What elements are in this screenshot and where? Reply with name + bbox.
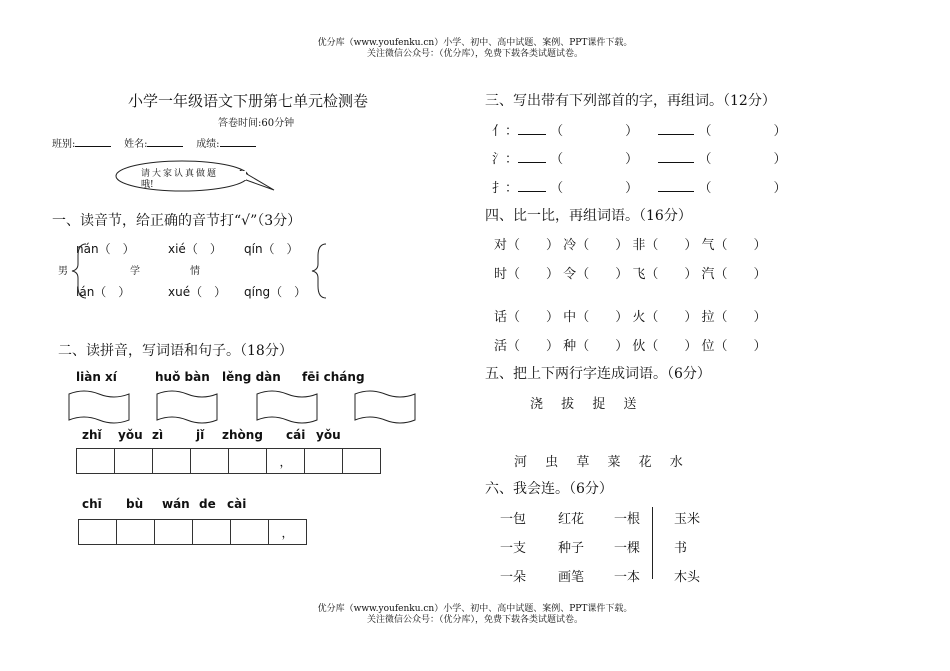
s3-blank[interactable]: [658, 191, 694, 192]
paren-open: （: [550, 124, 564, 139]
section-2-title: 二、读拼音，写词语和句子。（18分）: [58, 343, 293, 359]
s4-char: 非: [632, 238, 646, 253]
s4-paren[interactable]: （ ）: [507, 267, 560, 282]
s2-r3-pinyin-5: cài: [227, 497, 247, 511]
s3-radical-2: 氵：: [492, 152, 519, 167]
grid-cell-comma[interactable]: ，: [269, 520, 307, 545]
s4-paren[interactable]: （ ）: [507, 310, 560, 325]
s5-top-char[interactable]: 送: [623, 397, 637, 412]
s6-c2-r1[interactable]: 红花: [558, 512, 585, 527]
s1-g2-bottom[interactable]: xué（ ）: [168, 285, 227, 299]
s2-r1-pinyin-2: huǒ bàn: [155, 370, 210, 384]
paren-open: （: [698, 124, 712, 139]
class-label: 班别:: [52, 139, 76, 150]
s2-r2-pinyin-4: jǐ: [196, 428, 205, 442]
s4-paren[interactable]: （ ）: [714, 238, 767, 253]
s3-blank[interactable]: [518, 134, 546, 135]
s2-r2-pinyin-7: yǒu: [316, 428, 341, 442]
s3-blank[interactable]: [658, 134, 694, 135]
s4-char: 飞: [632, 267, 646, 282]
paren-close: ）: [773, 181, 787, 196]
s1-braces: [70, 242, 340, 300]
s5-bottom-char[interactable]: 菜: [607, 455, 621, 470]
paren-close: ）: [625, 152, 639, 167]
score-label: 成绩:: [196, 139, 220, 150]
s4-char: 伙: [632, 339, 646, 354]
grid-cell[interactable]: [231, 520, 269, 545]
class-field: [52, 135, 256, 150]
grid-cell[interactable]: [191, 449, 229, 474]
s4-row-4: [494, 335, 767, 354]
footer-line-1: 优分库（www.youfenku.cn）小学、初中、高中试题、案例、PPT课件下载。: [317, 604, 633, 614]
s6-divider: [652, 507, 653, 579]
s5-top-char[interactable]: 浇: [530, 397, 544, 412]
s5-top-char[interactable]: 拔: [561, 397, 575, 412]
s4-char: 位: [701, 339, 715, 354]
s4-row-2: [494, 263, 767, 282]
s2-r1-pinyin-3: lěng dàn: [222, 370, 281, 384]
s3-radical-3: 扌：: [492, 181, 519, 196]
s4-char: 话: [494, 310, 508, 325]
s6-c3-r3[interactable]: 一本: [614, 570, 641, 585]
header-line-2: 关注微信公众号：（优分库），免费下载各类试题试卷。: [366, 49, 583, 59]
s5-top-row: [530, 393, 636, 412]
paren-open: （: [550, 181, 564, 196]
s1-g3-top[interactable]: qín（ ）: [244, 242, 299, 256]
s4-char: 种: [563, 339, 577, 354]
grid-cell[interactable]: [117, 520, 155, 545]
grid-cell[interactable]: [79, 520, 117, 545]
paren-open: （: [698, 152, 712, 167]
s4-paren[interactable]: （ ）: [576, 339, 629, 354]
s5-bottom-char[interactable]: 虫: [545, 455, 559, 470]
grid-cell[interactable]: [155, 520, 193, 545]
s2-r3-pinyin-2: bù: [126, 497, 144, 511]
grid-cell[interactable]: [229, 449, 267, 474]
s2-writing-grid-1: [76, 448, 381, 474]
section-5-title: 五、把上下两行字连成词语。（6分）: [485, 366, 711, 382]
s4-paren[interactable]: （ ）: [714, 267, 767, 282]
paren-close: ）: [773, 152, 787, 167]
s3-blank[interactable]: [518, 191, 546, 192]
exam-time: 答卷时间:60分钟: [218, 118, 295, 129]
s4-paren[interactable]: （ ）: [576, 238, 629, 253]
s1-g2-top[interactable]: xié（ ）: [168, 242, 222, 256]
s2-r1-pinyin-4: fēi cháng: [302, 370, 365, 384]
paren-open: （: [550, 152, 564, 167]
s1-g1-char: 男: [58, 266, 68, 277]
s2-r3-pinyin-4: de: [199, 497, 216, 511]
grid-cell[interactable]: [153, 449, 191, 474]
s4-paren[interactable]: （ ）: [714, 310, 767, 325]
s4-char: 活: [494, 339, 508, 354]
s1-g2-char: 学: [130, 266, 140, 277]
s2-r3-pinyin-3: wán: [162, 497, 190, 511]
bubble-text-2: 哦!: [141, 180, 154, 190]
header-line-1: 优分库（www.youfenku.cn）小学、初中、高中试题、案例、PPT课件下载。: [317, 38, 633, 48]
s4-row-3: [494, 306, 767, 325]
s6-c1-r2[interactable]: 一支: [500, 541, 527, 556]
s6-c3-r2[interactable]: 一棵: [614, 541, 641, 556]
s2-r2-pinyin-1: zhǐ: [82, 428, 102, 442]
grid-cell[interactable]: [343, 449, 381, 474]
s1-g1-top[interactable]: nán（ ）: [76, 242, 135, 256]
s4-char: 拉: [701, 310, 715, 325]
s4-char: 火: [632, 310, 646, 325]
s6-c1-r1[interactable]: 一包: [500, 512, 527, 527]
s5-bottom-row: [514, 451, 683, 470]
s2-writing-grid-2: [78, 519, 307, 545]
s3-row-3: [492, 177, 787, 196]
s6-c1-r3[interactable]: 一朵: [500, 570, 527, 585]
section-4-title: 四、比一比，再组词语。（16分）: [485, 208, 692, 224]
s1-g3-char: 情: [190, 266, 200, 277]
section-3-title: 三、写出带有下列部首的字，再组词。（12分）: [485, 93, 776, 109]
grid-cell[interactable]: [77, 449, 115, 474]
s4-char: 时: [494, 267, 508, 282]
s6-c4-r1[interactable]: 玉米: [674, 512, 701, 527]
section-1-title: 一、读音节，给正确的音节打“√”（3分）: [52, 213, 302, 229]
s6-c3-r1[interactable]: 一根: [614, 512, 641, 527]
s5-bottom-char[interactable]: 花: [638, 455, 652, 470]
s4-char: 对: [494, 238, 508, 253]
s4-char: 冷: [563, 238, 577, 253]
s5-top-char[interactable]: 捉: [592, 397, 606, 412]
s3-row-2: [492, 148, 787, 167]
bubble-text-1: 请大家认真做题: [141, 169, 219, 179]
paren-open: （: [698, 181, 712, 196]
exam-title: 小学一年级语文下册第七单元检测卷: [128, 92, 369, 110]
s6-c4-r2[interactable]: 书: [674, 541, 688, 556]
s2-r3-pinyin-1: chī: [82, 497, 102, 511]
s4-paren[interactable]: （ ）: [507, 339, 560, 354]
s4-paren[interactable]: （ ）: [714, 339, 767, 354]
s3-blank[interactable]: [658, 162, 694, 163]
name-blank[interactable]: [147, 146, 183, 147]
s4-paren[interactable]: （ ）: [645, 339, 698, 354]
score-blank[interactable]: [220, 146, 256, 147]
s4-char: 中: [563, 310, 577, 325]
grid-cell[interactable]: [115, 449, 153, 474]
s6-c4-r3[interactable]: 木头: [674, 570, 701, 585]
s4-paren[interactable]: （ ）: [507, 238, 560, 253]
grid-cell[interactable]: [193, 520, 231, 545]
s4-paren[interactable]: （ ）: [645, 267, 698, 282]
s5-bottom-char[interactable]: 草: [576, 455, 590, 470]
s6-c2-r2[interactable]: 种子: [558, 541, 585, 556]
s2-r2-pinyin-3: zì: [152, 428, 164, 442]
s2-ribbon-boxes: [66, 388, 426, 428]
s4-paren[interactable]: （ ）: [645, 238, 698, 253]
s5-bottom-char[interactable]: 河: [514, 455, 528, 470]
footer-line-2: 关注微信公众号：（优分库），免费下载各类试题试卷。: [366, 615, 583, 625]
s5-bottom-char[interactable]: 水: [669, 455, 683, 470]
section-6-title: 六、我会连。（6分）: [485, 481, 613, 497]
s1-g3-bottom[interactable]: qíng（ ）: [244, 285, 307, 299]
s3-row-1: [492, 120, 787, 139]
s2-r1-pinyin-1: liàn xí: [76, 370, 117, 384]
name-label: 姓名:: [124, 139, 148, 150]
s4-paren[interactable]: （ ）: [576, 310, 629, 325]
s3-blank[interactable]: [518, 162, 546, 163]
grid-cell-comma[interactable]: ，: [267, 449, 305, 474]
s4-char: 汽: [701, 267, 715, 282]
paren-close: ）: [625, 124, 639, 139]
s1-g1-bottom[interactable]: lán（ ）: [76, 285, 131, 299]
s6-c2-r3[interactable]: 画笔: [558, 570, 585, 585]
s4-char: 气: [701, 238, 715, 253]
paren-close: ）: [625, 181, 639, 196]
s2-r2-pinyin-5: zhòng: [222, 428, 263, 442]
paren-close: ）: [773, 124, 787, 139]
s2-r2-pinyin-6: cái: [286, 428, 306, 442]
class-blank[interactable]: [75, 146, 111, 147]
s4-paren[interactable]: （ ）: [645, 310, 698, 325]
s4-char: 令: [563, 267, 577, 282]
s4-paren[interactable]: （ ）: [576, 267, 629, 282]
s4-row-1: [494, 234, 767, 253]
s3-radical-1: 亻：: [492, 124, 519, 139]
grid-cell[interactable]: [305, 449, 343, 474]
s2-r2-pinyin-2: yǒu: [118, 428, 143, 442]
